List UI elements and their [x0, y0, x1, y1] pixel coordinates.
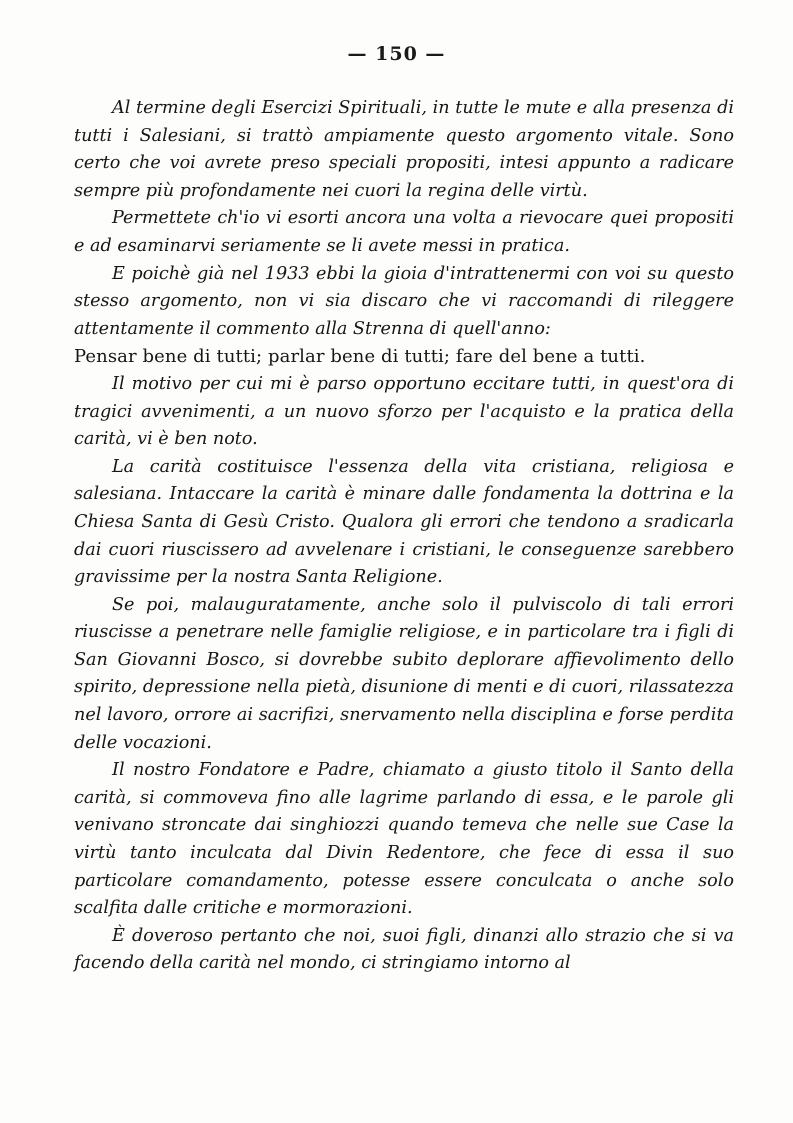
paragraph: La carità costituisce l'essenza della vita cristiana, religiosa e salesiana. Intaccare la carità è minare dalle fondamenta la dottrina e la Chiesa Santa di Gesù Cristo. Qualora gli errori che tendono a sradicarla dai cuori riuscissero ad avvelenare i cristiani, le conseguenze sarebbero gravissime per la nostra Santa Religione. — [74, 456, 734, 588]
paragraph: È doveroso pertanto che noi, suoi figli, dinanzi allo strazio che si va facendo della carità nel mondo, ci stringiamo intorno al — [74, 925, 734, 974]
paragraph: Permettete ch'io vi esorti ancora una volta a rievocare quei propositi e ad esaminarvi seriamente se li avete messi in pratica. — [74, 208, 734, 256]
body-text — [74, 95, 734, 978]
paragraph: E poichè già nel 1933 ebbi la gioia d'intrattenermi con voi su questo stesso argomento, non vi sia discaro che vi raccomandi di rileggere attentamente il commento alla Strenna di quell'anno: — [74, 263, 734, 339]
paragraph: Se poi, malauguratamente, anche solo il pulviscolo di tali errori riuscisse a penetrare nelle famiglie religiose, e in particolare tra i figli di San Giovanni Bosco, si dovrebbe subito deplorare affievolimento dello spirito, depressione nella pietà, disunione di menti e di cuori, rilassatezza nel lavoro, orrore ai sacrifizi, snervamento nella disciplina e forse perdita delle vocazioni. — [74, 594, 734, 753]
paragraph: Il nostro Fondatore e Padre, chiamato a giusto titolo il Santo della carità, si commoveva fino alle lagrime parlando di essa, e le parole gli venivano stroncate dai singhiozzi quando temeva che nelle sue Case la virtù tanto inculcata dal Divin Redentore, che fece di essa il suo particolare comandamento, potesse essere conculcata o anche solo scalfita dalle critiche e mormorazioni. — [74, 760, 734, 919]
strenna-quote: Pensar bene di tutti; parlar bene di tutti; fare del bene a tutti. — [74, 346, 646, 368]
paragraph: Il motivo per cui mi è parso opportuno eccitare tutti, in quest'ora di tragici avvenimenti, a un nuovo sforzo per l'acquisto e la pratica della carità, vi è ben noto. — [74, 373, 734, 450]
page-number: — 150 — — [347, 43, 446, 65]
paragraph: Al termine degli Esercizi Spirituali, in tutte le mute e alla presenza di tutti i Salesiani, si trattò ampiamente questo argomento vitale. Sono certo che voi avrete preso speciali propositi, intesi appunto a radicare sempre più profondamente nei cuori la regina delle virtù. — [74, 98, 734, 201]
